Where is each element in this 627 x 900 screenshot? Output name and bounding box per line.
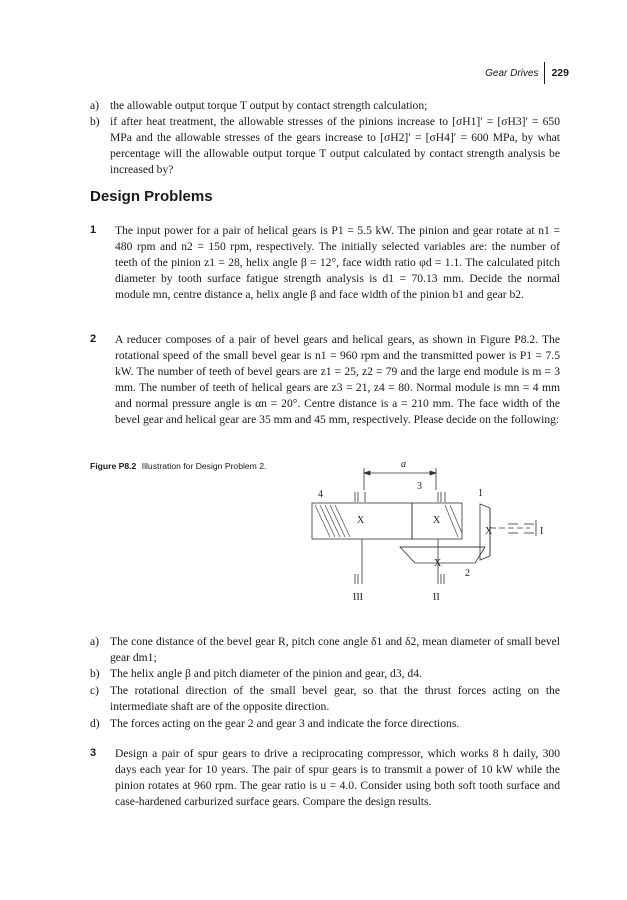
prev-item-b	[90, 114, 560, 178]
problem-number: 1	[90, 224, 97, 236]
bevel-gear-2	[400, 547, 485, 563]
label-shaft-2: II	[433, 592, 440, 603]
sub-item-d	[90, 716, 560, 732]
label-x-2: X	[433, 515, 441, 526]
item-label: b)	[90, 667, 100, 680]
figure-label: Figure P8.2	[90, 461, 137, 471]
item-label: c)	[90, 684, 100, 697]
problem-text: Design a pair of spur gears to drive a reciprocating compressor, which works 8 h daily, 300 days each year for 10 years. The pair of spur gears is to transmit a power of 10 kW while the pinion rotates at 960 rpm. The gear ratio is u = 4.0. Consider using both soft tooth surface and case-hardened carburized surface gears. Compare the design results.	[115, 747, 560, 808]
chapter-title: Gear Drives	[485, 67, 539, 79]
label-shaft-3: III	[353, 592, 363, 603]
item-label: a)	[90, 635, 100, 648]
figure-caption	[90, 461, 266, 471]
label-x-4: X	[485, 526, 493, 537]
problem-1	[90, 223, 560, 303]
problem-text: A reducer composes of a pair of bevel gears and helical gears, as shown in Figure P8.2. The rotational speed of the small bevel gear is n1 = 960 rpm and the transmitted power is P1 = 7.5 kW. The number of teeth of bevel gears are z1 = 25, z2 = 79 and the large end module is m = 3 mm. The number of teeth of helical gears are z3 = 21, z4 = 80. Normal module is mn = 4 mm and normal pressure angle is αn = 20°. Centre distance is a = 210 mm. The face width of the bevel gear and helical gear are 35 mm and 45 mm, respectively. Please decide on the following:	[115, 333, 560, 426]
item-label: d)	[90, 717, 100, 730]
figure-caption-text: Illustration for Design Problem 2.	[141, 461, 267, 471]
item-text: The helix angle β and pitch diameter of the pinion and gear, d3, d4.	[110, 667, 422, 680]
label-shaft-1: I	[540, 526, 544, 537]
dimension-arrow-right	[430, 471, 436, 475]
label-gear-3: 3	[417, 481, 422, 492]
sub-item-a	[90, 634, 560, 666]
sub-item-b	[90, 666, 560, 682]
item-label: a)	[90, 99, 100, 112]
label-x-1: X	[357, 515, 365, 526]
sub-item-c	[90, 683, 560, 715]
prev-item-a	[90, 98, 560, 114]
label-gear-4: 4	[318, 489, 323, 500]
item-text: The cone distance of the bevel gear R, pitch cone angle δ1 and δ2, mean diameter of small bevel gear dm1;	[110, 635, 560, 664]
label-gear-1: 1	[478, 488, 483, 499]
header-divider	[544, 62, 545, 84]
gear-reducer-diagram	[300, 456, 570, 616]
item-text: if after heat treatment, the allowable stresses of the pinions increase to [σH1]′ = [σH3]′ = 650 MPa and the allowable stresses of the gears increase to [σH2]′ = [σH4]′ = 600 MPa, by what percentage will the allowable output torque T output calculated by contact strength analysis be increased by?	[110, 115, 560, 176]
page-number: 229	[551, 67, 569, 79]
problem-3	[90, 746, 560, 810]
problem-text: The input power for a pair of helical gears is P1 = 5.5 kW. The pinion and gear rotate at n1 = 480 rpm and n2 = 150 rpm, respectively. The initially selected variables are: the number of teeth of the pinion z1 = 28, helix angle β = 12°, face width ratio φd = 1.1. The calculated pitch diameter by tooth surface fatigue strength analysis is d1 = 70.13 mm. Decide the normal module mn, centre distance a, helix angle β and face width of the pinion b1 and gear b2.	[115, 224, 560, 301]
problem-2	[90, 332, 560, 427]
dimension-arrow-left	[364, 471, 370, 475]
item-text: The rotational direction of the small bevel gear, so that the thrust forces acting on the intermediate shaft are of the opposite direction.	[110, 684, 560, 713]
item-text: The forces acting on the gear 2 and gear 3 and indicate the force directions.	[110, 717, 460, 730]
running-header	[485, 62, 569, 84]
item-text: the allowable output torque T output by contact strength calculation;	[110, 99, 428, 112]
problem-number: 2	[90, 333, 97, 345]
label-a: a	[401, 459, 406, 470]
label-x-3: X	[434, 558, 442, 569]
item-label: b)	[90, 115, 100, 128]
section-title: Design Problems	[90, 188, 213, 205]
problem-number: 3	[90, 747, 97, 759]
label-gear-2: 2	[465, 568, 470, 579]
